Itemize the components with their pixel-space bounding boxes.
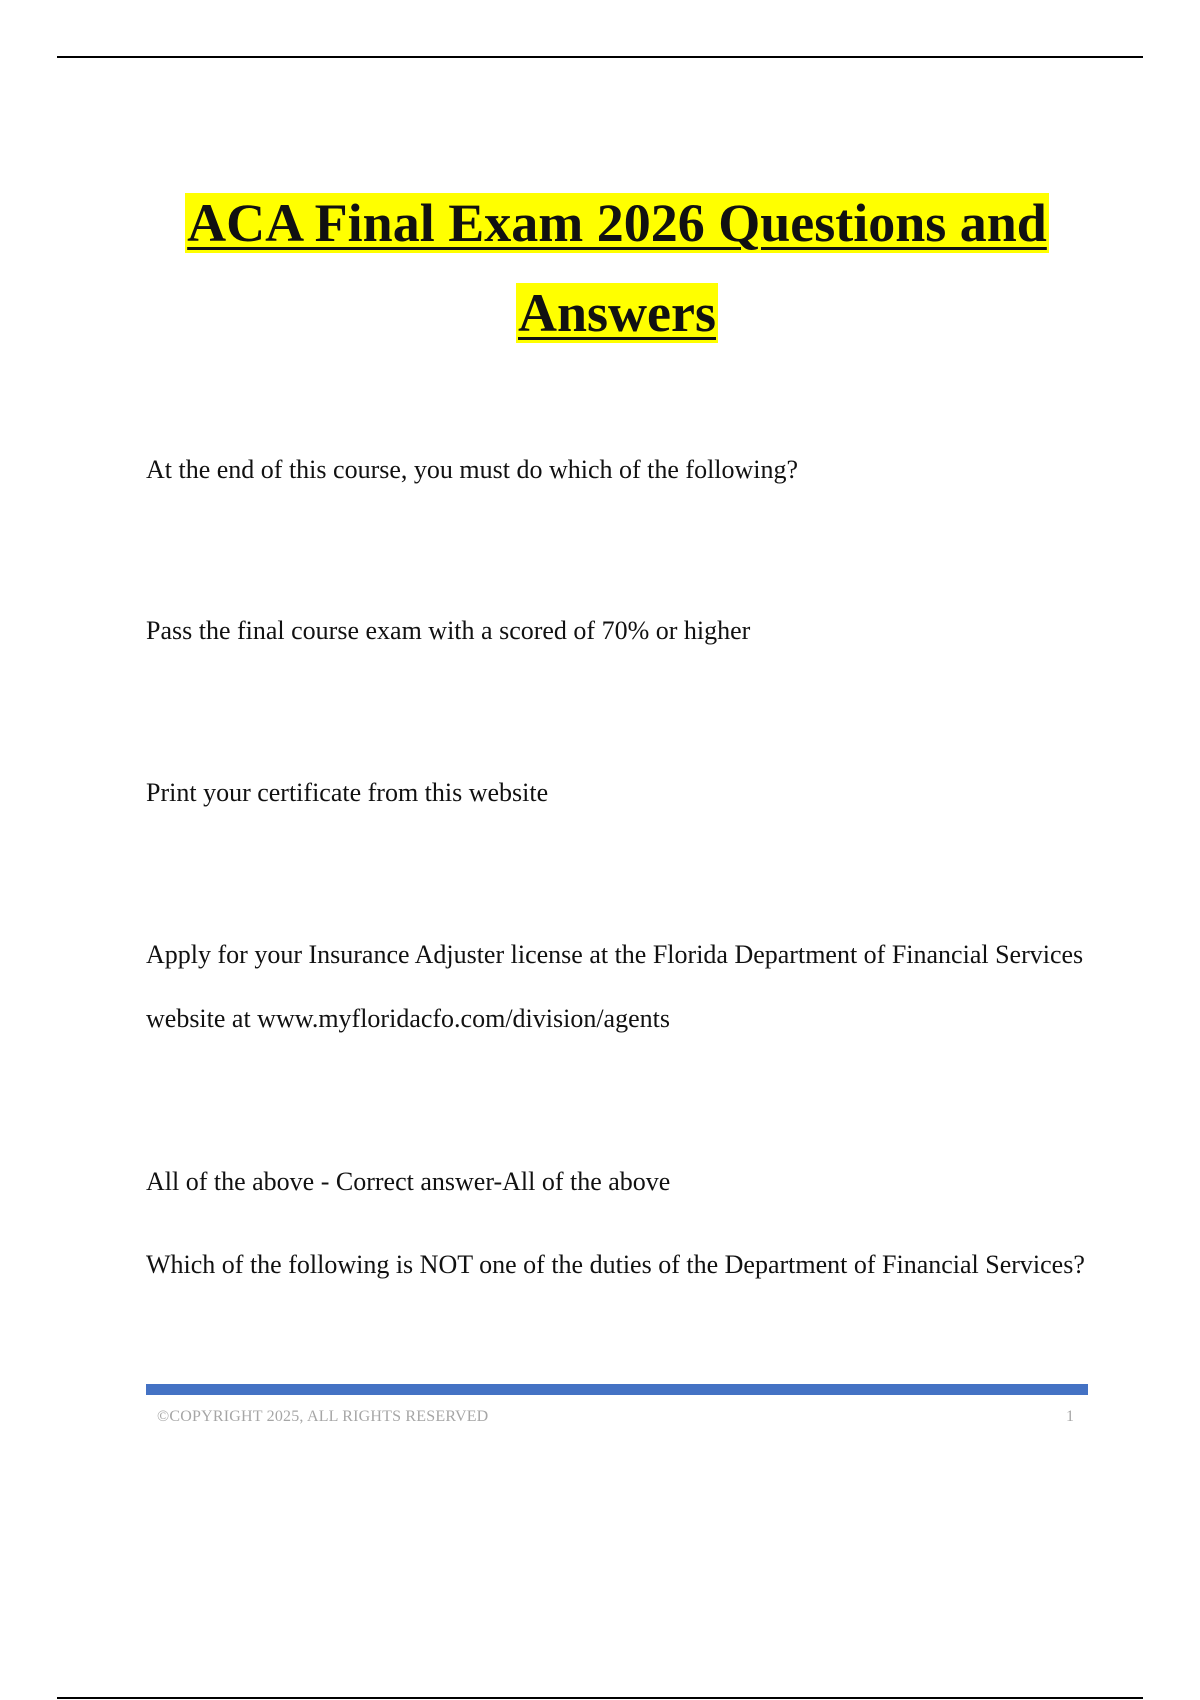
answer-option-3: Apply for your Insurance Adjuster license at the Florida Department of Financial Services website at www.myfloridacfo.com/division/agents — [146, 940, 1084, 1033]
question-1-text: At the end of this course, you must do which of the following? — [146, 455, 799, 484]
page-number: 1 — [1066, 1408, 1074, 1425]
document-title-text: ACA Final Exam 2026 Questions and Answers — [187, 193, 1047, 343]
footer-bar — [146, 1384, 1088, 1395]
footer-copyright: ©COPYRIGHT 2025, ALL RIGHTS RESERVED — [157, 1408, 489, 1425]
question-2-text: Which of the following is NOT one of the duties of the Department of Financial Services? — [146, 1250, 1085, 1279]
document-title — [146, 178, 1088, 358]
answer-option-4: All of the above - Correct answer-All of the above — [146, 1167, 671, 1196]
answer-option-2: Print your certificate from this website — [146, 778, 549, 807]
top-rule — [57, 56, 1143, 58]
answer-option-1: Pass the final course exam with a scored of 70% or higher — [146, 616, 751, 645]
bottom-rule — [57, 1697, 1143, 1699]
